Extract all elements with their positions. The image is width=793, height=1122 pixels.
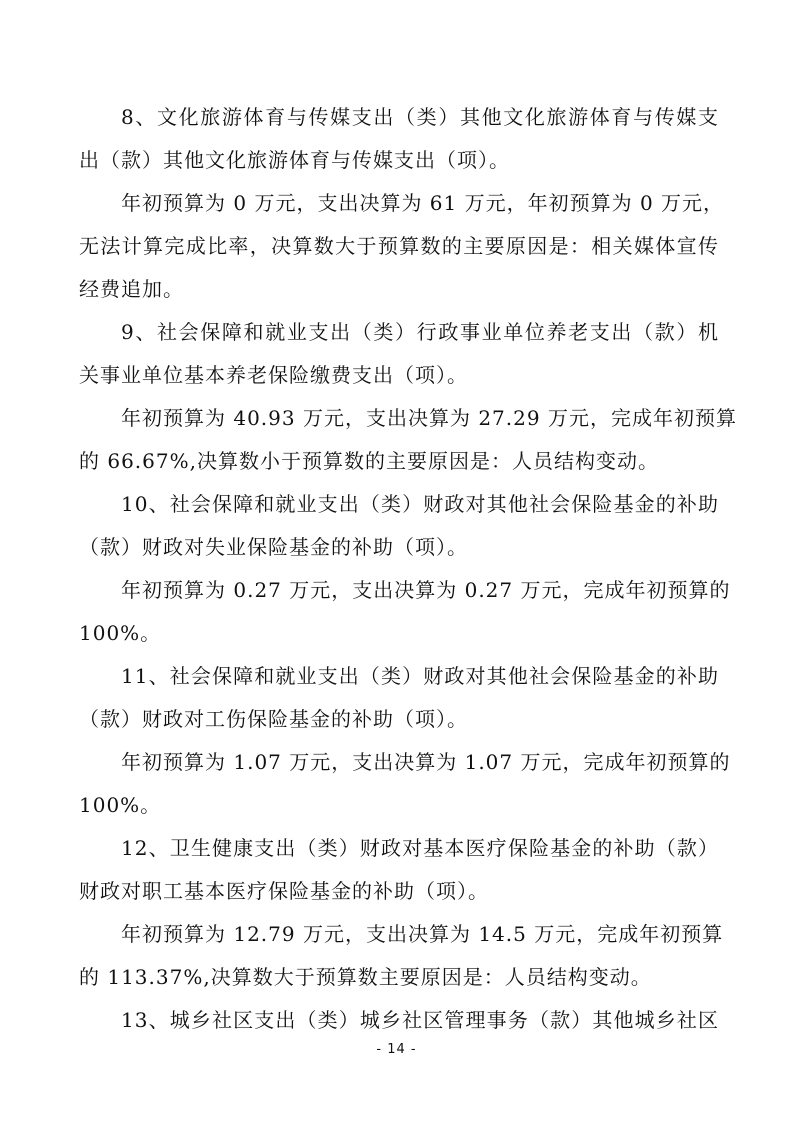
- body-line: 年初预算为 12.79 万元，支出决算为 14.5 万元，完成年初预算: [121, 922, 724, 946]
- body-line: 出（款）其他文化旅游体育与传媒支出（项）。: [79, 148, 510, 172]
- body-line: 年初预算为 0.27 万元，支出决算为 0.27 万元，完成年初预算的: [121, 578, 731, 602]
- body-line: 财政对职工基本医疗保险基金的补助（项）。: [79, 879, 489, 903]
- body-line: 关事业单位基本养老保险缴费支出（项）。: [79, 363, 468, 387]
- body-line: 的 66.67%,决算数小于预算数的主要原因是：人员结构变动。: [79, 449, 659, 473]
- body-line: 年初预算为 0 万元，支出决算为 61 万元，年初预算为 0 万元，: [121, 191, 725, 215]
- body-line: 年初预算为 1.07 万元，支出决算为 1.07 万元，完成年初预算的: [121, 750, 731, 774]
- body-line: 8、文化旅游体育与传媒支出（类）其他文化旅游体育与传媒支: [121, 105, 719, 129]
- body-line: 11、社会保障和就业支出（类）财政对其他社会保险基金的补助: [121, 664, 719, 688]
- body-line: 10、社会保障和就业支出（类）财政对其他社会保险基金的补助: [121, 492, 719, 516]
- body-line: （款）财政对工伤保险基金的补助（项）。: [79, 707, 468, 731]
- body-line: 100%。: [79, 621, 162, 645]
- body-line: 12、卫生健康支出（类）财政对基本医疗保险基金的补助（款）: [121, 836, 719, 860]
- page-number: - 14 -: [376, 1042, 417, 1057]
- body-line: 年初预算为 40.93 万元，支出决算为 27.29 万元，完成年初预算: [121, 406, 737, 430]
- body-line: 无法计算完成比率，决算数大于预算数的主要原因是：相关媒体宣传: [79, 234, 719, 258]
- body-line: 经费追加。: [79, 277, 184, 301]
- body-line: 的 113.37%,决算数大于预算数主要原因是：人员结构变动。: [79, 965, 652, 989]
- body-line: （款）财政对失业保险基金的补助（项）。: [79, 535, 468, 559]
- body-line: 9、社会保障和就业支出（类）行政事业单位养老支出（款）机: [121, 320, 719, 344]
- body-line: 100%。: [79, 793, 162, 817]
- body-line: 13、城乡社区支出（类）城乡社区管理事务（款）其他城乡社区: [121, 1008, 719, 1032]
